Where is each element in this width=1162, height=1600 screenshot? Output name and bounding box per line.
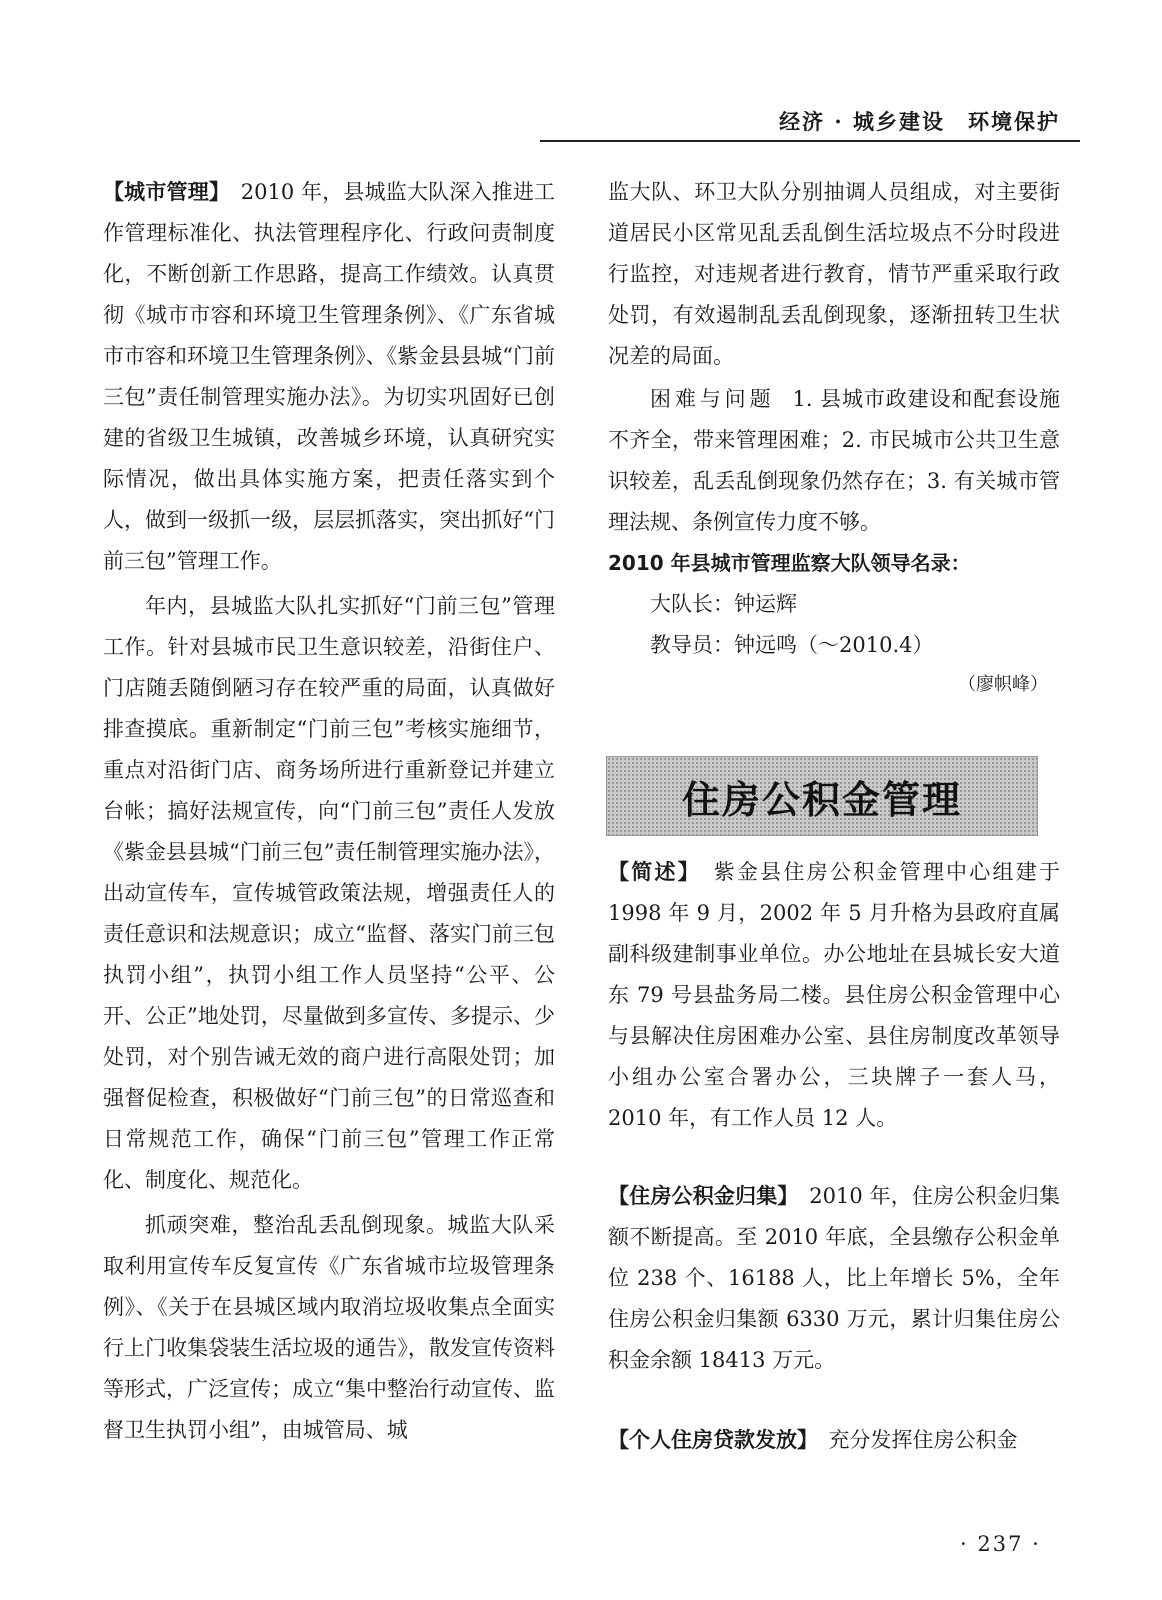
paragraph-text: 2010 年，住房公积金归集额不断提高。至 2010 年底，全县缴存公积金单位 238 个、16188 人，比上年增长 5%，全年住房公积金归集额 6330 万元，累计归集住房公积金余额 18413 万元。 [608, 1184, 1061, 1372]
leaders-title: 2010 年县城市管理监察大队领导名录： [608, 551, 971, 575]
leader-captain: 大队长：钟运辉 [650, 592, 797, 616]
paragraph-littering-control: 抓顽突难，整治乱丢乱倒现象。城监大队采取利用宣传车反复宣传《广东省城市垃圾管理条例》、《关于在县城区域内取消垃圾收集点全面实行上门收集袋装生活垃圾的通告》，散发宣传资料等形式，广泛宣传；成立“集中整治行动宣传、监督卫生执罚小组”，由城管局、城 [103, 1213, 555, 1442]
paragraph-problems [608, 379, 1060, 543]
left-column [103, 172, 555, 1451]
section-tag-summary: 【简述】 [608, 860, 691, 884]
section-tag-city-management: 【城市管理】 [103, 180, 220, 204]
paragraph-fund-collection [608, 1176, 1060, 1381]
paragraph-continued: 监大队、环卫大队分别抽调人员组成，对主要街道居民小区常见乱丢乱倒生活垃圾点不分时段进行监控，对违规者进行教育，情节严重采取行政处罚，有效遏制乱丢乱倒现象，逐渐扭转卫生状况差的局面。 [608, 180, 1060, 368]
section-personal-loans [608, 1420, 1060, 1461]
paragraph-personal-loans [608, 1420, 1060, 1461]
section-title: 住房公积金管理 [681, 777, 962, 822]
section-fund-collection [608, 1176, 1060, 1381]
leader-instructor: 教导员：钟远鸣（～2010.4） [650, 633, 934, 657]
paragraph-text: 2010 年，县城监大队深入推进工作管理标准化、执法管理程序化、行政问责制度化，不断创新工作思路，提高工作绩效。认真贯彻《城市市容和环境卫生管理条例》、《广东省城市市容和环境卫生管理条例》、《紫金县县城“门前三包”责任制管理实施办法》。为切实巩固好已创建的省级卫生城镇，改善城乡环境，认真研究实际情况，做出具体实施方案，把责任落实到个人，做到一级抓一级，层层抓落实，突出抓好“门前三包”管理工作。 [103, 180, 556, 573]
paragraph-door-three-guarantees: 年内，县城监大队扎实抓好“门前三包”管理工作。针对县城市民卫生意识较差，沿街住户、门店随丢随倒陋习存在较严重的局面，认真做好排查摸底。重新制定“门前三包”考核实施细节，重点对沿街门店、商务场所进行重新登记并建立台帐；搞好法规宣传，向“门前三包”责任人发放《紫金县县城“门前三包”责任制管理实施办法》，出动宣传车，宣传城管政策法规，增强责任人的责任意识和法规意识；成立“监督、落实门前三包执罚小组”，执罚小组工作人员坚持“公平、公开、公正”地处罚，尽量做到多宣传、多提示、少处罚，对个别告诫无效的商户进行高限处罚；加强督促检查，积极做好“门前三包”的日常巡查和日常规范工作，确保“门前三包”管理工作正常化、制度化、规范化。 [103, 594, 555, 1192]
section-tag-fund-collection: 【住房公积金归集】 [608, 1184, 789, 1208]
problems-title: 困难与问题 [650, 387, 775, 411]
running-header [540, 100, 1080, 142]
section-tag-personal-loans: 【个人住房贷款发放】 [608, 1428, 808, 1452]
paragraph-city-management [103, 172, 555, 582]
section-banner [606, 756, 1038, 836]
author-credit: （廖帜峰） [958, 674, 1048, 695]
header-title: 经济 · 城乡建设 环境保护 [779, 109, 1060, 134]
section-summary [608, 852, 1060, 1139]
paragraph-summary [608, 852, 1060, 1139]
paragraph-text: 紫金县住房公积金管理中心组建于 1998 年 9 月，2002 年 5 月升格为县政府直属副科级建制事业单位。办公地址在县城长安大道东 79 号县盐务局二楼。县住房公积金管理中心与县解决住房困难办公室、县住房制度改革领导小组办公室合署办公，三块牌子一套人马，2010 年，有工作人员 12 人。 [608, 860, 1061, 1130]
problems-text: 1. 县城市政建设和配套设施不齐全，带来管理困难；2. 市民城市公共卫生意识较差，乱丢乱倒现象仍然存在；3. 有关城市管理法规、条例宣传力度不够。 [608, 387, 1060, 534]
page-number: · 237 · [960, 1532, 1041, 1556]
paragraph-text: 充分发挥住房公积金 [807, 1428, 1018, 1452]
right-column-top [608, 172, 1060, 704]
